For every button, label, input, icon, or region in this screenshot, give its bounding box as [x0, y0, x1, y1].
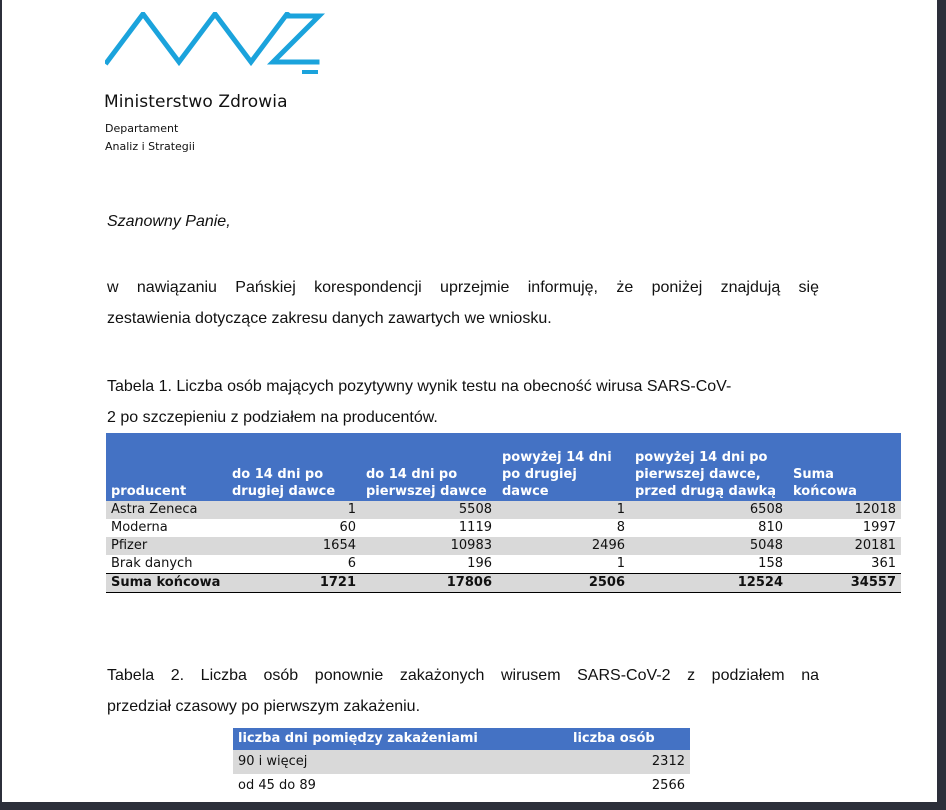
col-header-over14-first: powyżej 14 dni po pierwszej dawce, przed drugą dawką — [630, 433, 788, 501]
col-header-14d-second: do 14 dni po drugiej dawce — [227, 433, 361, 501]
col-header-total: Suma końcowa — [788, 433, 901, 501]
table-row — [106, 555, 901, 574]
cell-value: 1 — [497, 501, 630, 519]
window-border-right — [937, 0, 946, 802]
cell-value: 1 — [227, 501, 361, 519]
col-header-producer: producent — [106, 433, 227, 501]
cell-interval: 90 i więcej — [233, 750, 568, 774]
cell-total: 1721 — [227, 574, 361, 593]
cell-value: 361 — [871, 556, 896, 571]
cell-total: 17806 — [361, 574, 497, 593]
cell-value: 6 — [347, 556, 356, 571]
cell-value: 810 — [758, 520, 783, 535]
cell-value: 20181 — [788, 537, 901, 555]
table1-caption-line-2: 2 po szczepieniu z podziałem na producentów. — [107, 409, 438, 426]
cell-value: 8 — [616, 520, 625, 535]
letter-paragraph-line-1: w nawiązaniu Pańskiej korespondencji uprzejmie informuję, że poniżej znajdują się — [107, 279, 819, 296]
table-row — [106, 537, 901, 555]
cell-producer: Pfizer — [106, 537, 227, 555]
cell-value: 158 — [758, 556, 783, 571]
cell-interval: od 45 do 89 — [238, 778, 316, 793]
reinfection-table — [233, 728, 690, 798]
cell-total: 34557 — [788, 574, 901, 593]
table-row — [233, 774, 690, 798]
cell-total-label: Suma końcowa — [106, 574, 227, 593]
cell-producer: Brak danych — [111, 556, 193, 571]
table-row — [106, 501, 901, 519]
window-border-left — [0, 0, 2, 802]
table-row — [106, 519, 901, 537]
vaccination-table — [106, 433, 901, 593]
col-header-14d-first: do 14 dni po pierwszej dawce — [361, 433, 497, 501]
cell-value: 6508 — [630, 501, 788, 519]
col-header-days-between: liczba dni pomiędzy zakażeniami — [233, 728, 568, 750]
cell-producer: Moderna — [111, 520, 168, 535]
cell-value: 12018 — [788, 501, 901, 519]
cell-value: 1119 — [458, 520, 492, 535]
table2-caption-line-2: przedział czasowy po pierwszym zakażeniu. — [107, 698, 421, 715]
cell-value: 10983 — [361, 537, 497, 555]
cell-value: 5508 — [361, 501, 497, 519]
col-header-persons: liczba osób — [568, 728, 690, 750]
letter-paragraph — [107, 272, 819, 334]
cell-producer: Astra Zeneca — [106, 501, 227, 519]
cell-value: 1654 — [227, 537, 361, 555]
department-line-2: Analiz i Strategii — [105, 140, 195, 153]
department-line-1: Departament — [105, 122, 179, 135]
table2-caption — [107, 660, 819, 722]
table2-caption-line-1: Tabela 2. Liczba osób ponownie zakażonych wirusem SARS-CoV-2 z podziałem na — [107, 667, 819, 684]
letter-paragraph-line-2: zestawienia dotyczące zakresu danych zawartych we wniosku. — [107, 310, 552, 327]
cell-value: 60 — [339, 520, 356, 535]
cell-value: 1 — [616, 556, 625, 571]
ministry-name: Ministerstwo Zdrowia — [104, 92, 288, 112]
cell-value: 5048 — [630, 537, 788, 555]
table1-caption-line-1: Tabela 1. Liczba osób mających pozytywny wynik testu na obecność wirusa SARS-CoV- — [107, 378, 732, 395]
cell-value: 196 — [467, 556, 492, 571]
cell-total: 2506 — [497, 574, 630, 593]
cell-total: 12524 — [630, 574, 788, 593]
cell-value: 2312 — [568, 750, 690, 774]
table-row — [233, 750, 690, 774]
cell-value: 1997 — [862, 520, 896, 535]
col-header-over14-second: powyżej 14 dni po drugiej dawce — [497, 433, 630, 501]
letter-greeting: Szanowny Panie, — [107, 213, 231, 230]
table-header-row — [106, 433, 901, 501]
cell-value: 2566 — [651, 778, 685, 793]
window-border-bottom — [0, 802, 946, 810]
mz-logo-icon — [105, 12, 325, 92]
table1-caption — [107, 371, 822, 433]
table-total-row — [106, 574, 901, 593]
table-header-row — [233, 728, 690, 750]
cell-value: 2496 — [497, 537, 630, 555]
